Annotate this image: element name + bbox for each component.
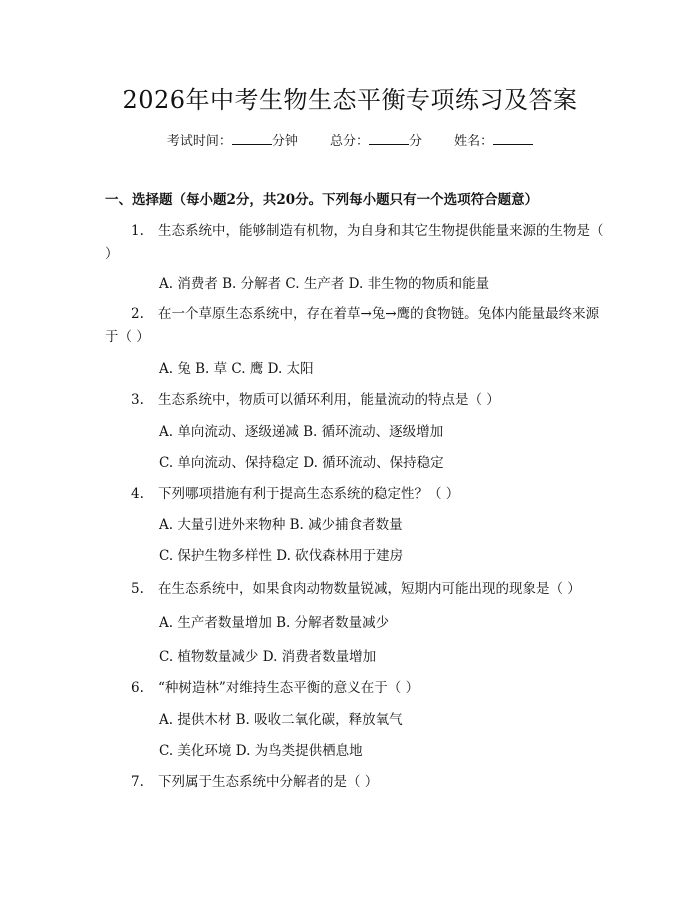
question-3-options-row-2: C. 单向流动、保持稳定 D. 循环流动、保持稳定 (159, 455, 444, 471)
question-7 (105, 771, 605, 794)
time-blank (232, 131, 272, 145)
question-3 (105, 389, 605, 412)
section-heading: 一、选择题（每小题2分，共20分。下列每小题只有一个选项符合题意） (105, 192, 539, 208)
question-number: 4. (131, 486, 144, 502)
time-label: 考试时间： (166, 134, 232, 149)
question-number: 1. (131, 223, 144, 239)
question-text: 下列哪项措施有利于提高生态系统的稳定性？（ ） (158, 486, 460, 502)
score-blank (369, 131, 409, 145)
page-title: 2026年中考生物生态平衡专项练习及答案 (122, 86, 578, 114)
exam-score (330, 131, 422, 152)
question-number: 3. (131, 392, 144, 408)
question-text: 在一个草原生态系统中，存在着草→兔→鹰的食物链。兔体内能量最终来源于（ ） (105, 306, 600, 345)
question-number: 7. (131, 774, 144, 790)
question-text: 生态系统中，物质可以循环利用，能量流动的特点是（ ） (158, 392, 500, 408)
question-number: 2. (131, 306, 144, 322)
question-1-options: A. 消费者 B. 分解者 C. 生产者 D. 非生物的物质和能量 (159, 276, 490, 292)
question-5-options-row-1: A. 生产者数量增加 B. 分解者数量减少 (159, 615, 390, 631)
name-blank (493, 131, 533, 145)
score-unit: 分 (409, 134, 423, 149)
question-number: 6. (131, 680, 144, 696)
score-label: 总分： (329, 134, 369, 149)
question-text: 下列属于生态系统中分解者的是（ ） (158, 774, 379, 790)
name-label: 姓名： (454, 134, 494, 149)
student-name (454, 131, 533, 152)
question-1 (105, 220, 605, 266)
question-6-options-row-1: A. 提供木材 B. 吸收二氧化碳，释放氧气 (159, 712, 403, 728)
exam-meta (0, 131, 700, 152)
exam-time (167, 131, 298, 152)
question-6 (105, 677, 605, 700)
question-2 (105, 303, 605, 349)
question-4-options-row-1: A. 大量引进外来物种 B. 减少捕食者数量 (159, 517, 403, 533)
question-number: 5. (131, 581, 144, 597)
question-text: “种树造林”对维持生态平衡的意义在于（ ） (158, 680, 420, 696)
question-6-options-row-2: C. 美化环境 D. 为鸟类提供栖息地 (159, 743, 363, 759)
question-4-options-row-2: C. 保护生物多样性 D. 砍伐森林用于建房 (159, 548, 404, 564)
question-4 (105, 483, 605, 506)
question-5-options-row-2: C. 植物数量减少 D. 消费者数量增加 (159, 649, 377, 665)
question-5 (105, 578, 605, 601)
question-3-options-row-1: A. 单向流动、逐级递减 B. 循环流动、逐级增加 (159, 424, 444, 440)
time-unit: 分钟 (271, 134, 298, 149)
question-2-options: A. 兔 B. 草 C. 鹰 D. 太阳 (159, 361, 314, 377)
question-text: 生态系统中，能够制造有机物，为自身和其它生物提供能量来源的生物是（ ） (105, 223, 604, 262)
question-text: 在生态系统中，如果食肉动物数量锐减，短期内可能出现的现象是（ ） (158, 581, 581, 597)
